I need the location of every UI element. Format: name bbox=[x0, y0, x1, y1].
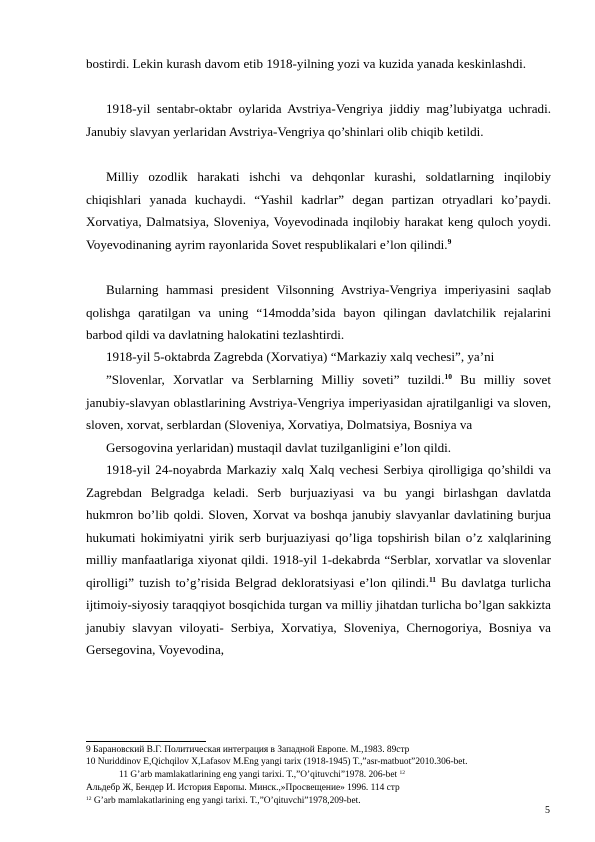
footnote-ref-11: 11 bbox=[428, 574, 437, 584]
page-number: 5 bbox=[545, 805, 550, 816]
footnote-ref-10: 10 bbox=[444, 372, 452, 381]
footnote-ref-9: 9 bbox=[447, 236, 452, 246]
paragraph-7: Gersogovina yerlaridan) mustaqil davlat tuzilganligini e’lon qildi. bbox=[106, 440, 452, 455]
footnote-11: 11 G’arb mamlakatlarining eng yangi tarixi. T.,”O’qituvchi”1978. 206-bet $^{12}$ bbox=[119, 770, 405, 780]
footnote-12: $^{12}$ G’arb mamlakatlarining eng yangi tarixi. T.,”O’qituvchi”1978,209-bet. bbox=[86, 796, 361, 806]
paragraph-2: 1918-yil sentabr-oktabr oylarida Avstriya-Vengriya jiddiy mag’lubiyatga uchradi. Janubiy slavyan yerlaridan Avstriya-Vengriya qo’shinlari olib chiqib ketildi. bbox=[86, 101, 551, 139]
paragraph-3: Milliy ozodlik harakati ishchi va dehqonlar kurashi, soldatlarning inqilobiy chiqishlari yanada kuchaydi. “Yashil kadrlar” degan partizan otryadlari ko’paydi. Xorvatiya, Dalmatsiya, Sloveniya, Voyevodinada inqilobiy harakat keng quloch yoydi. Voyevodinaning ayrim rayonlarida Sovet respublikalari e’lon qilindi.$^9$ bbox=[86, 169, 551, 252]
footnote-10: 10 Nuriddinov E,Qichqilov X,Lafasov M.Eng yangi tarix (1918-1945) T.,”asr-matbuot”2010.306-bet. bbox=[86, 757, 468, 767]
footnote-divider bbox=[86, 741, 206, 742]
footnote-9: 9 Барановский В.Г. Политическая интеграция в Западной Европе. М.,1983. 89стр bbox=[86, 745, 410, 755]
paragraph-4: Bularning hammasi president Vilsonning Avstriya-Vengriya imperiyasini saqlab qolishga qaratilgan va uning “14modda’sida bayon qilingan davlatchilik rejalarini barbod qildi va davlatning halokatini tezlashtirdi. bbox=[86, 282, 551, 342]
paragraph-8: 1918-yil 24-noyabrda Markaziy xalq Xalq vechesi Serbiya qirolligiga qo’shildi va Zagrebdan Belgradga keladi. Serb burjuaziyasi va bu yangi birlashgan davlatda hukmron bo’lib qoldi. Sloven, Xorvat va boshqa janubiy slavyanlar davlatining burjua hukumati hokimiyatni yirik serb burjuaziyasi qo’liga topshirish bilan o’z xalqlarining milliy manfaatlariga xiyonat qildi. 1918-yil 1-dekabrda “Serblar, xorvatlar va slovenlar qirolligi” tuzish to’g’risida Belgrad dekloratsiyasi e’lon qilindi.$^{11}$ Bu davlatga turlicha ijtimoiy-siyosiy taraqqiyot bosqichida turgan va milliy jihatdan turlicha bo’lgan sakkizta janubiy slavyan viloyati- Serbiya, Xorvatiya, Sloveniya, Chernogoriya, Bosniya va Gersegovina, Voyevodina, bbox=[86, 462, 551, 657]
footnote-11-continued: Альдебр Ж, Бендер И. История Европы. Минск.,»Просвещение» 1996. 114 стр bbox=[86, 783, 400, 793]
paragraph-6: ”Slovenlar, Xorvatlar va Serblarning Milliy soveti” tuzildi.$^{10}$ Bu milliy sovet janubiy-slavyan oblastlarining Avstriya-Vengriya imperiyasidan ajratilganligi va sloven, sloven, xorvat, serblardan (Sloveniya, Xorvatiya, Dolmatsiya, Bosniya va bbox=[86, 372, 551, 432]
paragraph-5: 1918-yil 5-oktabrda Zagrebda (Xorvatiya) “Markaziy xalq vechesi”, ya’ni bbox=[106, 349, 495, 364]
paragraph-1: bostirdi. Lekin kurash davom etib 1918-yilning yozi va kuzida yanada keskinlashdi. bbox=[86, 56, 527, 71]
